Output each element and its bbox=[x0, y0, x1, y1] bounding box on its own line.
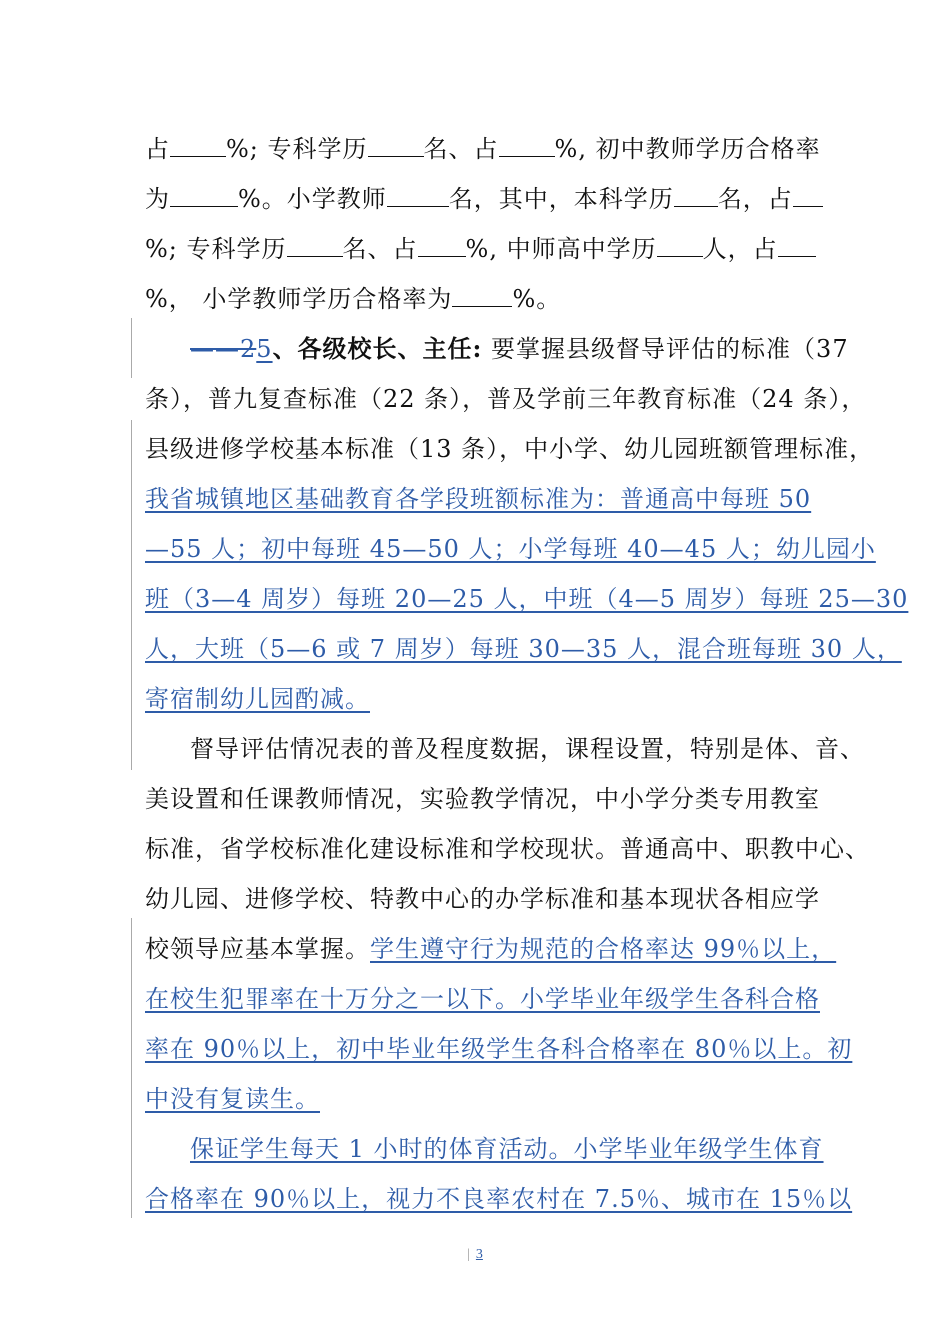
deleted-text: ——2 bbox=[190, 335, 257, 363]
section-heading: 、各级校长、主任: bbox=[272, 334, 483, 363]
inserted-text-line: 班（3—4 周岁）每班 20—25 人，中班（4—5 周岁）每班 25—30 bbox=[145, 585, 909, 613]
text-line: 美设置和任课教师情况，实验教学情况，中小学分类专用教室 bbox=[145, 785, 820, 813]
text-run: %。 bbox=[512, 285, 562, 313]
fill-blank bbox=[418, 234, 466, 257]
text-line bbox=[145, 284, 815, 314]
text-run: 名，占 bbox=[717, 185, 793, 213]
inserted-text-line: 人，大班（5—6 或 7 周岁）每班 30—35 人，混合班每班 30 人， bbox=[145, 635, 902, 663]
text-run: 名，其中，本科学历 bbox=[448, 185, 674, 213]
inserted-text-line: 中没有复读生。 bbox=[145, 1085, 320, 1113]
fill-blank bbox=[368, 134, 424, 157]
fill-blank bbox=[170, 184, 238, 207]
text-line: 幼儿园、进修学校、特教中心的办学标准和基本现状各相应学 bbox=[145, 885, 820, 913]
text-run: 为 bbox=[145, 185, 170, 213]
fill-blank bbox=[499, 134, 555, 157]
text-run: %, 初中教师学历合格率 bbox=[554, 135, 821, 163]
fill-blank bbox=[287, 234, 343, 257]
text-line: 条），普九复查标准（22 条），普及学前三年教育标准（24 条）， bbox=[145, 385, 867, 413]
inserted-text-line: 寄宿制幼儿园酌减。 bbox=[145, 685, 370, 713]
page-number: 3 bbox=[475, 1247, 483, 1262]
text-run: 名、占 bbox=[423, 135, 499, 163]
page-footer bbox=[0, 1247, 950, 1263]
inserted-text-line: 我省城镇地区基础教育各学段班额标准为：普通高中每班 50 bbox=[145, 485, 812, 513]
inserted-text: 学生遵守行为规范的合格率达 99％以上， bbox=[370, 935, 837, 963]
text-line bbox=[145, 184, 815, 214]
text-run: 校领导应基本掌握。 bbox=[145, 935, 370, 963]
inserted-text-line: 率在 90％以上，初中毕业年级学生各科合格率在 80％以上。初 bbox=[145, 1035, 853, 1063]
fill-blank bbox=[657, 234, 703, 257]
section-heading-line bbox=[190, 334, 860, 364]
inserted-text-line: 保证学生每天 1 小时的体育活动。小学毕业年级学生体育 bbox=[190, 1135, 824, 1163]
text-run: %, 中师高中学历 bbox=[465, 235, 657, 263]
text-line: 督导评估情况表的普及程度数据，课程设置，特别是体、音、 bbox=[190, 735, 865, 763]
inserted-text-line: —55 人；初中每班 45—50 人；小学每班 40—45 人；幼儿园小 bbox=[145, 535, 876, 563]
text-run: 占 bbox=[145, 135, 170, 163]
revision-bar bbox=[131, 318, 132, 378]
fill-blank bbox=[452, 284, 512, 307]
fill-blank bbox=[674, 184, 718, 207]
text-line: 标准，省学校标准化建设标准和学校现状。普通高中、职教中心、 bbox=[145, 835, 870, 863]
text-run: %。小学教师 bbox=[238, 185, 387, 213]
text-run: %; 专科学历 bbox=[145, 235, 287, 263]
text-line bbox=[145, 934, 837, 964]
text-line bbox=[145, 134, 821, 164]
revision-bar bbox=[131, 420, 132, 770]
inserted-text-line: 合格率在 90％以上，视力不良率农村在 7.5％、城市在 15％以 bbox=[145, 1185, 853, 1213]
text-run: 要掌握县级督导评估的标准（37 bbox=[482, 335, 849, 363]
text-run: 名、占 bbox=[342, 235, 418, 263]
text-line: 县级进修学校基本标准（13 条），中小学、幼儿园班额管理标准， bbox=[145, 435, 875, 463]
inserted-text: 5 bbox=[256, 335, 273, 363]
fill-blank bbox=[793, 184, 823, 207]
fill-blank bbox=[170, 134, 226, 157]
text-run: %， 小学教师学历合格率为 bbox=[145, 285, 453, 313]
text-run: 人，占 bbox=[702, 235, 778, 263]
fill-blank bbox=[778, 234, 816, 257]
revision-bar bbox=[131, 918, 132, 1218]
text-line bbox=[145, 234, 815, 264]
fill-blank bbox=[387, 184, 449, 207]
text-run: %; 专科学历 bbox=[226, 135, 368, 163]
footer-separator: | bbox=[467, 1247, 470, 1262]
inserted-text-line: 在校生犯罪率在十万分之一以下。小学毕业年级学生各科合格 bbox=[145, 985, 820, 1013]
